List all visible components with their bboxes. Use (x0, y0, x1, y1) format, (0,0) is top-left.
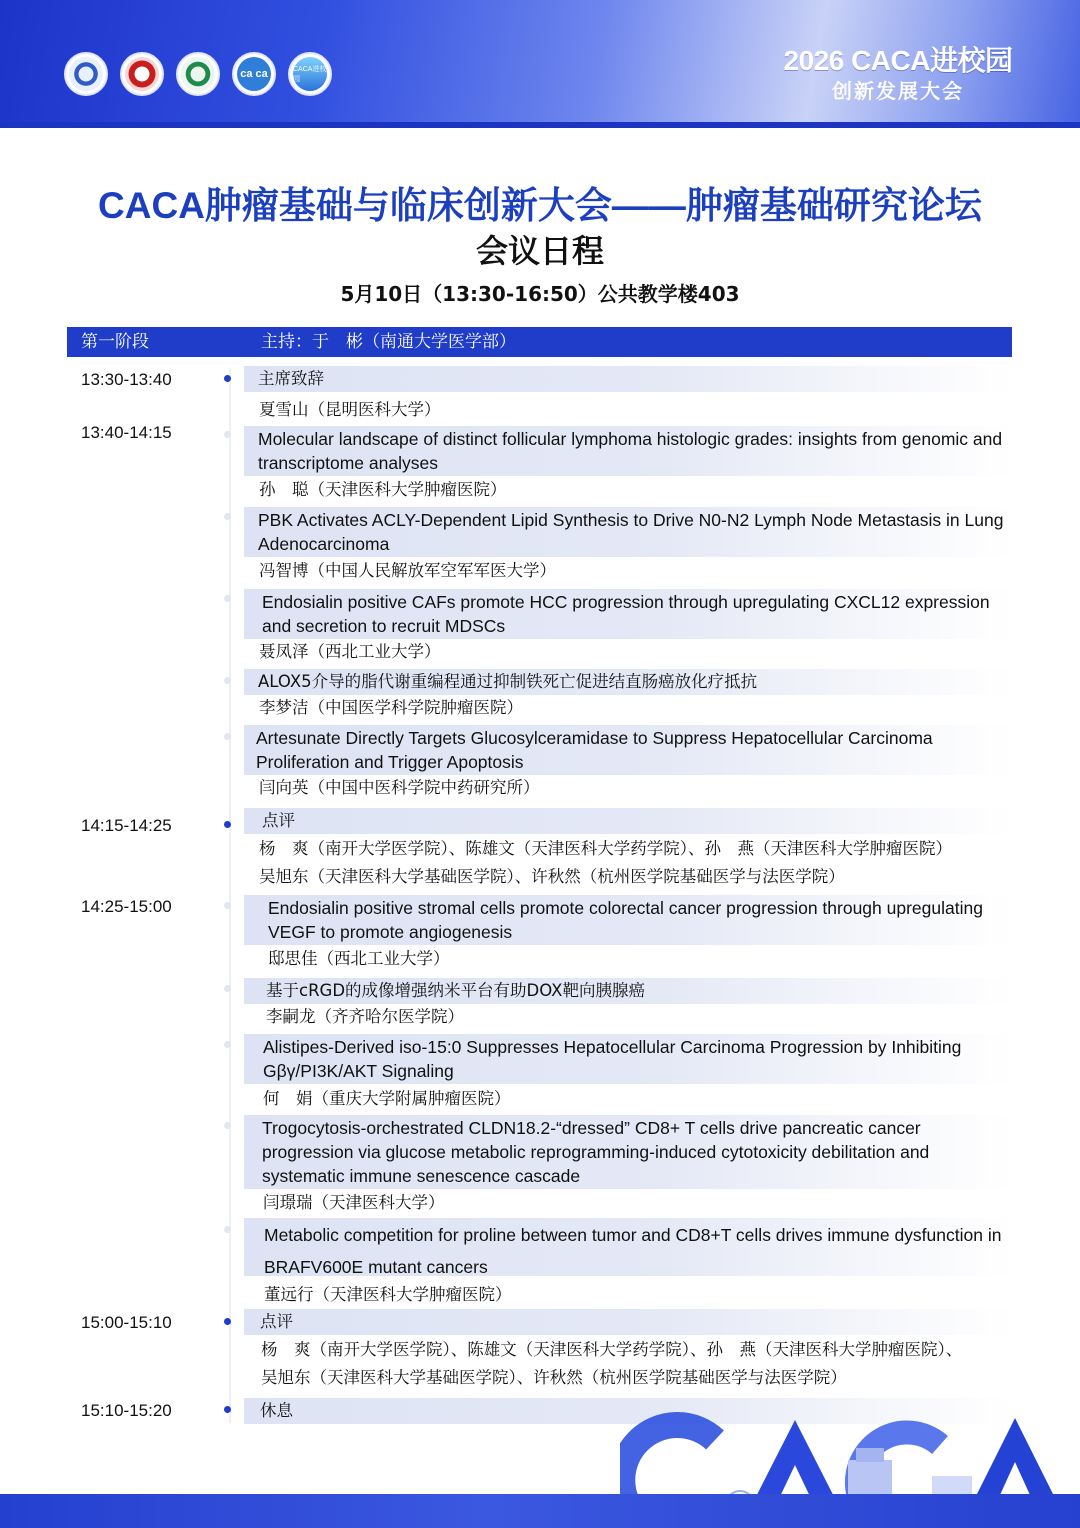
timeline-line (229, 368, 231, 1423)
timeline-dot (224, 513, 231, 520)
speaker: 聂凤泽（西北工业大学） (259, 642, 441, 661)
brand-subtitle: 创新发展大会 (832, 79, 964, 103)
header-banner (0, 0, 1080, 128)
event-brand (782, 44, 1014, 104)
timeline-dot (224, 1318, 231, 1325)
timeline-dot (224, 1226, 231, 1233)
agenda-item-talk: Alistipes-Derived iso-15:0 Suppresses Hepatocellular Carcinoma Progression by Inhibiting Gβγ/PI3K/AKT Signaling (244, 1034, 1014, 1084)
section-stage: 第一阶段 (81, 332, 149, 352)
time-slot: 14:25-15:00 (81, 897, 172, 916)
speaker: 冯智博（中国人民解放军空军军医大学） (259, 561, 556, 580)
university-logo-1 (64, 52, 108, 96)
partner-logos (64, 52, 332, 96)
time-slot: 13:40-14:15 (81, 423, 172, 442)
agenda-item-talk: 基于cRGD的成像增强纳米平台有助DOX靶向胰腺癌 (244, 978, 1014, 1004)
agenda-item-talk: Molecular landscape of distinct follicular lymphoma histologic grades: insights from genomic and transcriptome analyses (244, 426, 1014, 476)
agenda-item-talk: PBK Activates ACLY-Dependent Lipid Synthesis to Drive N0-N2 Lymph Node Metastasis in Lung Adenocarcinoma (244, 507, 1014, 557)
page-subtitle: 会议日程 (475, 232, 604, 270)
timeline-dot (224, 1406, 231, 1413)
time-slot: 14:15-14:25 (81, 816, 172, 835)
reviewers: 吴旭东（天津医科大学基础医学院）、许秋然（杭州医学院基础医学与法医学院） (259, 867, 845, 886)
speaker: 董远行（天津医科大学肿瘤医院） (264, 1285, 512, 1304)
timeline-dot (224, 431, 231, 438)
agenda-item-talk: Metabolic competition for proline between tumor and CD8+T cells drives immune dysfunction in BRAFV600E mutant cancers (244, 1218, 1014, 1276)
agenda-item-talk: Trogocytosis-orchestrated CLDN18.2-“dressed” CD8+ T cells drive pancreatic cancer progression via glucose metabolic reprogramming-induced cytotoxicity debilitation and systematic immune senescence cascade (244, 1115, 1014, 1189)
reviewers: 吴旭东（天津医科大学基础医学院）、许秋然（杭州医学院基础医学与法医学院） (261, 1368, 847, 1387)
speaker: 夏雪山（昆明医科大学） (259, 400, 441, 419)
agenda-item-talk: Endosialin positive CAFs promote HCC progression through upregulating CXCL12 expression and secretion to recruit MDSCs (244, 589, 1014, 639)
agenda-item-talk: Artesunate Directly Targets Glucosylceramidase to Suppress Hepatocellular Carcinoma Proliferation and Trigger Apoptosis (244, 725, 1014, 775)
timeline-dot (224, 1122, 231, 1129)
time-slot: 15:10-15:20 (81, 1401, 172, 1420)
footer-band (0, 1494, 1080, 1528)
timeline-dot (224, 1041, 231, 1048)
speaker: 李嗣龙（齐齐哈尔医学院） (266, 1007, 464, 1026)
timeline-dot (224, 733, 231, 740)
caca-logo: ca ca (232, 52, 276, 96)
agenda-item-talk: Endosialin positive stromal cells promote colorectal cancer progression through upregulating VEGF to promote angiogenesis (244, 895, 1014, 945)
agenda-item-review: 点评 (244, 808, 1014, 834)
university-logo-2 (120, 52, 164, 96)
speaker: 闫璟瑞（天津医科大学） (263, 1193, 445, 1212)
page-title: CACA肿瘤基础与临床创新大会——肿瘤基础研究论坛 (98, 185, 982, 226)
time-slot: 15:00-15:10 (81, 1313, 172, 1332)
speaker: 李梦洁（中国医学科学院肿瘤医院） (259, 698, 523, 717)
timeline-dot (224, 821, 231, 828)
date-location: 5月10日（13:30-16:50）公共教学楼403 (340, 282, 740, 306)
time-slot: 13:30-13:40 (81, 370, 172, 389)
agenda-item-break: 休息 (244, 1398, 1014, 1424)
timeline-dot (224, 902, 231, 909)
university-logo-3 (176, 52, 220, 96)
agenda-item-review: 点评 (244, 1309, 1014, 1335)
brand-title: 2026 CACA进校园 (783, 45, 1013, 76)
timeline-dot (224, 375, 231, 382)
speaker: 闫向英（中国中医科学院中药研究所） (259, 778, 540, 797)
timeline-dot (224, 985, 231, 992)
timeline-dot (224, 677, 231, 684)
speaker: 何 娟（重庆大学附属肿瘤医院） (263, 1089, 511, 1108)
section-host: 主持：于 彬（南通大学医学部） (261, 332, 516, 352)
reviewers: 杨 爽（南开大学医学院）、陈雄文（天津医科大学药学院）、孙 燕（天津医科大学肿瘤医院） (259, 839, 952, 858)
agenda-item-talk: ALOX5介导的脂代谢重编程通过抑制铁死亡促进结直肠癌放化疗抵抗 (244, 669, 1014, 695)
section-header (67, 327, 1012, 357)
timeline-dot (224, 595, 231, 602)
speaker: 邸思佳（西北工业大学） (268, 949, 450, 968)
speaker: 孙 聪（天津医科大学肿瘤医院） (259, 480, 507, 499)
caca-campus-logo: CACA进校园 (288, 52, 332, 96)
agenda-item-opening: 主席致辞 (244, 366, 1014, 392)
reviewers: 杨 爽（南开大学医学院）、陈雄文（天津医科大学药学院）、孙 燕（天津医科大学肿瘤医院）、 (261, 1340, 963, 1359)
